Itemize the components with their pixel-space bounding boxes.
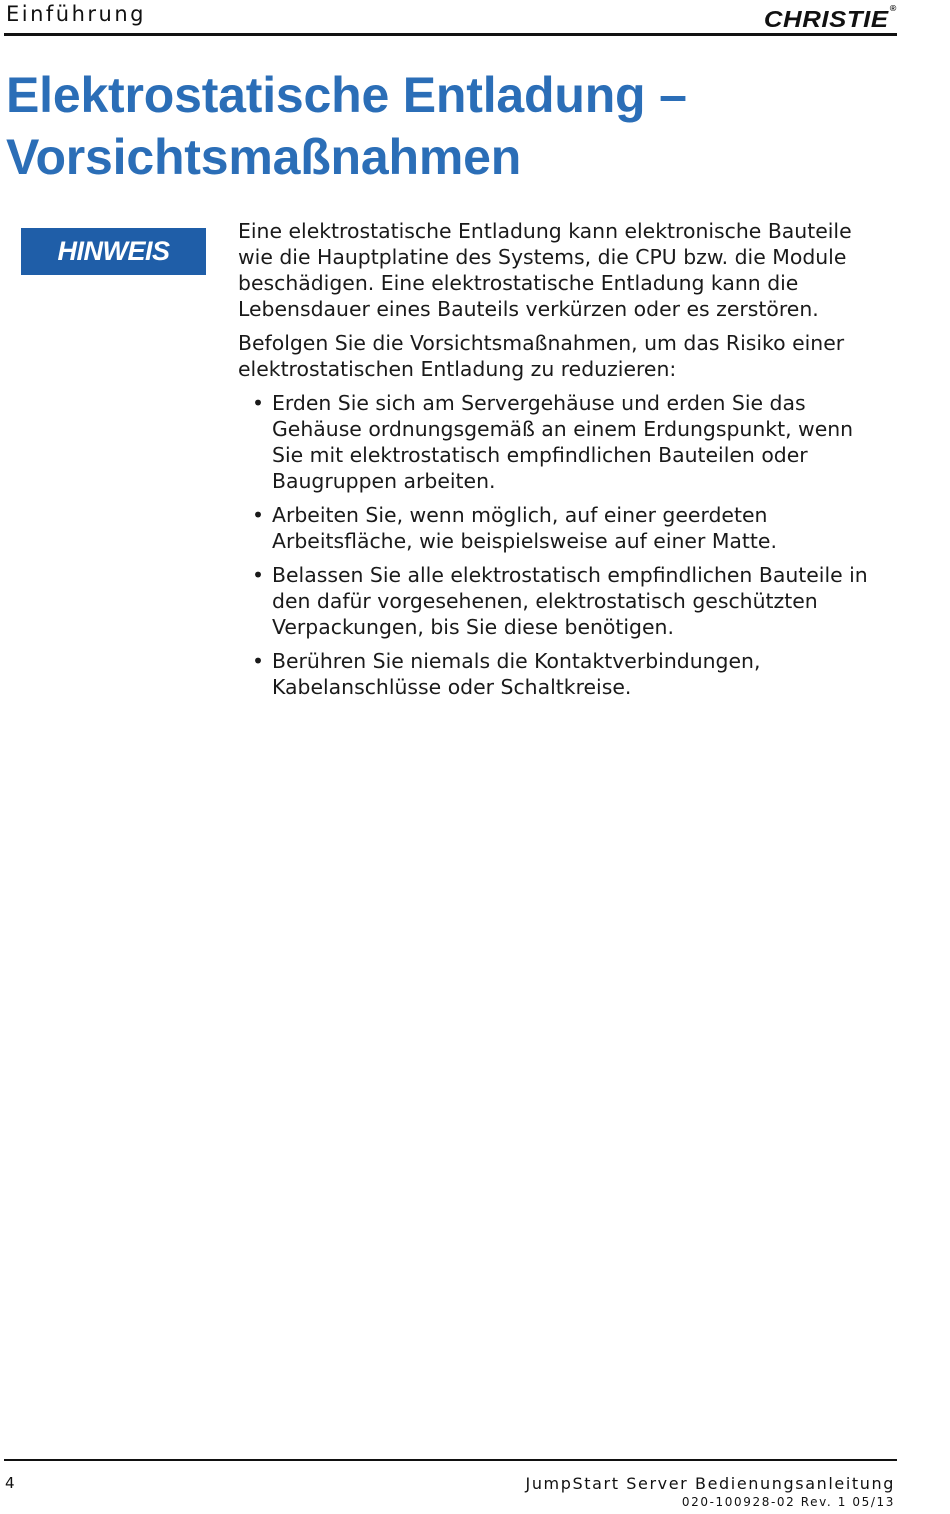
notice-badge: HINWEIS xyxy=(21,228,206,275)
page-title-line-1: Elektrostatische Entladung – xyxy=(6,67,687,123)
list-item xyxy=(238,502,888,554)
bullet-icon: • xyxy=(252,649,265,673)
list-item xyxy=(238,562,888,640)
logo-text: CHRISTIE xyxy=(764,6,889,32)
page-title-line-2: Vorsichtsmaßnahmen xyxy=(6,129,522,185)
list-item-text: Belassen Sie alle elektrostatisch empfindlichen Bauteile in den dafür vorgesehenen, elektrostatisch geschützten Verpackungen, bis Sie diese benötigen. xyxy=(272,563,868,639)
list-item-text: Erden Sie sich am Servergehäuse und erden Sie das Gehäuse ordnungsgemäß an einem Erdungspunkt, wenn Sie mit elektrostatisch empfindlichen Bauteilen oder Baugruppen arbeiten. xyxy=(272,391,854,493)
document-number: 020-100928-02 Rev. 1 05/13 xyxy=(681,1495,895,1509)
christie-logo xyxy=(764,6,896,33)
precautions-list xyxy=(238,390,888,700)
page-title xyxy=(6,64,687,188)
footer-divider xyxy=(4,1459,897,1461)
document-title: JumpStart Server Bedienungsanleitung xyxy=(525,1474,895,1493)
notice-body xyxy=(238,218,888,708)
list-item-text: Arbeiten Sie, wenn möglich, auf einer geerdeten Arbeitsfläche, wie beispielsweise auf einer Matte. xyxy=(272,503,777,553)
bullet-icon: • xyxy=(252,563,265,587)
header-divider xyxy=(4,33,897,36)
list-item xyxy=(238,648,888,700)
header-section-title: Einführung xyxy=(6,2,147,26)
intro-paragraph: Eine elektrostatische Entladung kann elektronische Bauteile wie die Hauptplatine des Systems, die CPU bzw. die Module beschädigen. Eine elektrostatische Entladung kann die Lebensdauer eines Bauteils verkürzen oder es zerstören. xyxy=(238,219,852,321)
page-number: 4 xyxy=(5,1474,15,1492)
instruction-paragraph: Befolgen Sie die Vorsichtsmaßnahmen, um das Risiko einer elektrostatischen Entladung zu reduzieren: xyxy=(238,331,845,381)
list-item-text: Berühren Sie niemals die Kontaktverbindungen, Kabelanschlüsse oder Schaltkreise. xyxy=(272,649,761,699)
bullet-icon: • xyxy=(252,503,265,527)
bullet-icon: • xyxy=(252,391,265,415)
list-item xyxy=(238,390,888,494)
registered-mark: ® xyxy=(889,4,898,13)
